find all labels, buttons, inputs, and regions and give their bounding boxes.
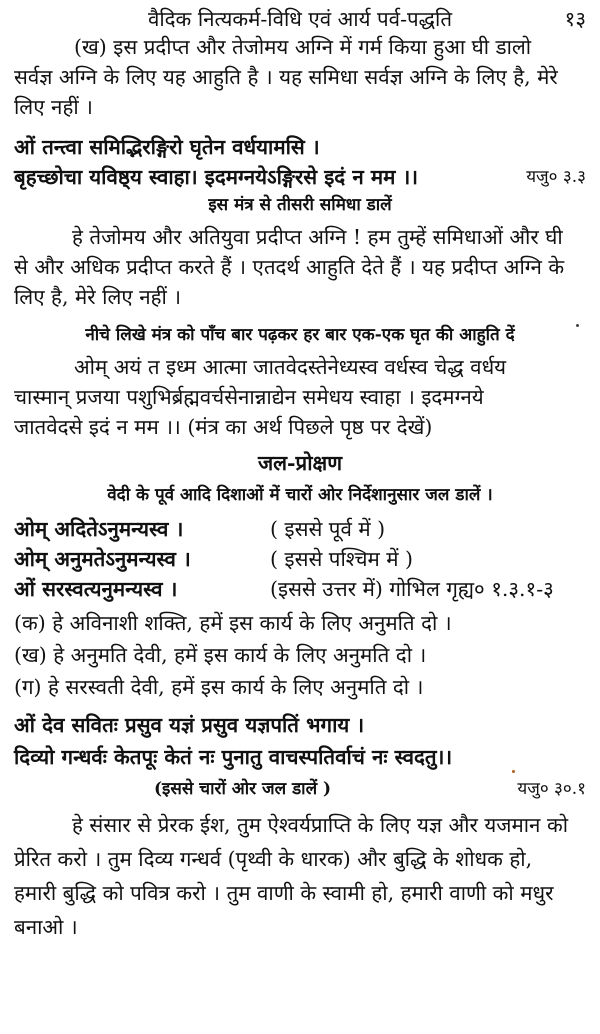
para-line: हे संसार से प्रेरक ईश, तुम ऐश्वर्यप्राप्ति के लिए यज्ञ और यजमान को — [72, 813, 569, 837]
water-direction: ( इससे पूर्व में ) — [270, 517, 386, 541]
para-line: सर्वज्ञ अग्नि के लिए यह आहुति है । यह समिधा सर्वज्ञ अग्नि के लिए है, मेरे — [14, 65, 558, 89]
water-row — [14, 516, 586, 542]
print-speck — [576, 324, 579, 327]
para-line: लिए है, मेरे लिए नहीं । — [14, 285, 182, 309]
para-line: (ख) इस प्रदीप्त और तेजोमय अग्नि में गर्म किया हुआ घी डालो — [74, 35, 532, 59]
para-line: से और अधिक प्रदीप्त करते हैं । एतदर्थ आहुति देते हैं । यह प्रदीप्त अग्नि के — [14, 255, 565, 279]
water-row — [14, 546, 586, 572]
mantra-line: जातवेदसे इदं न मम ।। (मंत्र का अर्थ पिछले पृष्ठ पर देखें) — [14, 415, 433, 439]
water-direction: (इससे उत्तर में) गोभिल गृह्य० १.३.१-३ — [270, 577, 554, 601]
para-line: हे तेजोमय और अतियुवा प्रदीप्त अग्नि ! हम तुम्हें समिधाओं और घी — [72, 225, 563, 249]
water-direction: ( इससे पश्चिम में ) — [270, 547, 414, 571]
instruction: (इससे चारों ओर जल डालें ) — [154, 779, 332, 799]
header-title: वैदिक नित्यकर्म-विधि एवं आर्य पर्व-पद्धति — [147, 7, 453, 31]
water-row — [14, 576, 586, 602]
mantra-line: ओं तन्त्वा समिद्भिरङ्गिरो घृतेन वर्धयामसि । — [14, 135, 320, 159]
mantra-line: ओम् अयं त इध्म आत्मा जातवेदस्तेनेध्यस्व वर्धस्व चेद्ध वर्धय — [74, 355, 507, 379]
prayer-line: (क) हे अविनाशी शक्ति, हमें इस कार्य के लिए अनुमति दो । — [14, 611, 452, 635]
instruction: इस मंत्र से तीसरी समिधा डालें — [208, 195, 392, 215]
citation: यजु० ३०.१ — [517, 779, 586, 799]
print-speck — [512, 770, 515, 773]
para-line: हमारी बुद्धि को पवित्र करो । तुम वाणी के स्वामी हो, हमारी वाणी को मधुर — [14, 881, 554, 905]
water-mantra: ओम् अदितेऽनुमन्यस्व । — [14, 517, 184, 541]
para-line: प्रेरित करो । तुम दिव्य गन्धर्व (पृथ्वी के धारक) और बुद्धि के शोधक हो, — [14, 847, 533, 871]
prayer-line: (ग) हे सरस्वती देवी, हमें इस कार्य के लिए अनुमति दो । — [14, 675, 424, 699]
mantra-line — [14, 164, 586, 190]
instruction: वेदी के पूर्व आदि दिशाओं में चारों ओर निर्देशानुसार जल डालें । — [107, 485, 493, 505]
citation: यजु० ३.३ — [526, 167, 586, 187]
prayer-line: (ख) हे अनुमति देवी, हमें इस कार्य के लिए अनुमति दो । — [14, 643, 427, 667]
section-heading: जल-प्रोक्षण — [257, 451, 343, 475]
para-line: बनाओ । — [14, 915, 78, 939]
water-mantra: ओं सरस्वत्यनुमन्यस्व । — [14, 577, 178, 601]
mantra-text: बृहच्छोचा यविष्ठ्य स्वाहा। इदमग्नयेऽङ्गिरसे इदं न मम ।। — [14, 165, 419, 189]
water-mantra: ओम् अनुमतेऽनुमन्यस्व । — [14, 547, 191, 571]
mantra-line: चास्मान् प्रजया पशुभिर्ब्रह्मवर्चसेनान्नाद्येन समेधय स्वाहा । इदमग्नये — [14, 385, 484, 409]
mantra-line: ओं देव सवितः प्रसुव यज्ञं प्रसुव यज्ञपतिं भगाय । — [14, 713, 365, 737]
page-number: १३ — [564, 7, 586, 31]
instruction: नीचे लिखे मंत्र को पाँच बार पढ़कर हर बार एक-एक घृत की आहुति दें — [85, 325, 515, 345]
para-line: लिए नहीं । — [14, 95, 93, 119]
mantra-line: दिव्यो गन्धर्वः केतपूः केतं नः पुनातु वाचस्पतिर्वाचं नः स्वदतु।। — [14, 745, 453, 769]
